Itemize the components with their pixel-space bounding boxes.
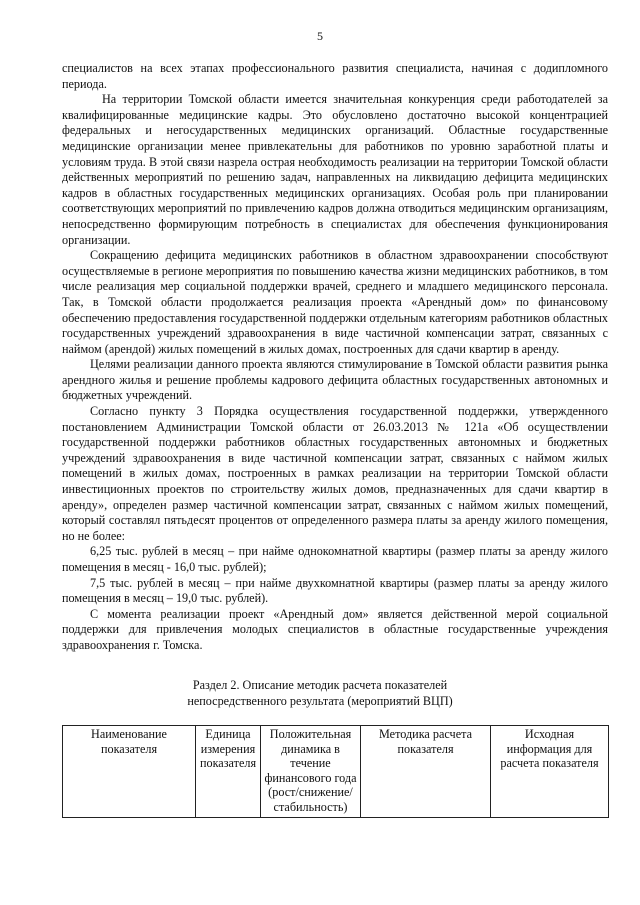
table-header-row: [63, 726, 609, 818]
paragraph-one-room: 6,25 тыс. рублей в месяц – при найме однокомнатной квартиры (размер платы за аренду жилого помещения в месяц - 16,0 тыс. рублей);: [62, 544, 608, 574]
body-text: [62, 61, 608, 654]
header-unit: Единица измерения показателя: [196, 726, 261, 818]
header-source-info: Исходная информация для расчета показателя: [491, 726, 609, 818]
page-number: 5: [317, 29, 323, 43]
section-heading: [0, 678, 640, 709]
section-heading-line-2: непосредственного результата (мероприятий ВЦП): [187, 693, 453, 708]
paragraph-conclusion: С момента реализации проект «Арендный дом» является действенной мерой социальной поддержки для привлечения молодых специалистов в областные государственные учреждения здравоохранения г. Томска.: [62, 606, 608, 652]
paragraph-goals: Целями реализации данного проекта являются стимулирование в Томской области развития рынка арендного жилья и решение проблемы кадрового дефицита областных государственных автономных и бюджетных учреждений.: [62, 357, 608, 403]
header-indicator-name: Наименование показателя: [63, 726, 196, 818]
paragraph-procedure: Согласно пункту 3 Порядка осуществления государственной поддержки, утвержденного постановлением Администрации Томской области от 26.03.2013 № 121а «Об осуществлении государственной поддержки работников областных государственных автономных и бюджетных учреждений здравоохранения в виде частичной компенсации затрат, связанных с наймом жилых помещений в жилых домах, построенных в рамках реализации на территории Томской области инвестиционных проектов по строительству жилых домов, предназначенных для сдачи квартир в аренду», определен размер частичной компенсации затрат, связанных с наймом жилых помещений, который составлял пятьдесят процентов от определенного размера платы за аренду жилого помещения, но не более:: [62, 404, 608, 543]
methods-table: [62, 725, 609, 818]
paragraph-two-room: 7,5 тыс. рублей в месяц – при найме двухкомнатной квартиры (размер платы за аренду жилого помещения в месяц – 19,0 тыс. рублей).: [62, 575, 608, 606]
paragraph-competition: На территории Томской области имеется значительная конкуренция среди работодателей за квалифицированные медицинские кадры. Это обусловлено достаточно высокой концентрацией федеральных и негосударственных медицинских организаций. Областные государственные медицинские организации менее привлекательны для работников по уровню заработной платы и условиям труда. В этой связи назрела острая необходимость реализации на территории Томской области действенных мероприятий по решению задач, направленных на ликвидацию дефицита медицинских кадров в областных государственных медицинских организациях. Особая роль при планировании соответствующих мероприятий по привлечению кадров должна отводиться медицинским организациям, непосредственно формирующим потребность в специалистах для обеспечения функционирования организации.: [62, 92, 608, 247]
paragraph-deficit: Сокращению дефицита медицинских работников в областном здравоохранении способствуют осуществляемые в регионе мероприятия по повышению качества жизни медицинских работников, в том числе реализация мер социальной поддержки врачей, среднего и младшего медицинского персонала. Так, в Томской области продолжается реализация проекта «Арендный дом» по финансовому обеспечению предоставления государственной поддержки отдельным категориям работников областных государственных учреждений здравоохранения в виде частичной компенсации затрат, связанных с наймом (арендой) жилых помещений в жилых домах, построенных для сдачи квартир в аренду.: [62, 248, 608, 356]
section-heading-line-1: Раздел 2. Описание методик расчета показателей: [192, 678, 448, 692]
header-methodology: Методика расчета показателя: [361, 726, 491, 818]
paragraph-continuation: специалистов на всех этапах профессионального развития специалиста, начиная с додипломного периода.: [62, 61, 608, 91]
header-dynamics: Положительная динамика в течение финансового года (рост/снижение/ стабильность): [261, 726, 361, 818]
